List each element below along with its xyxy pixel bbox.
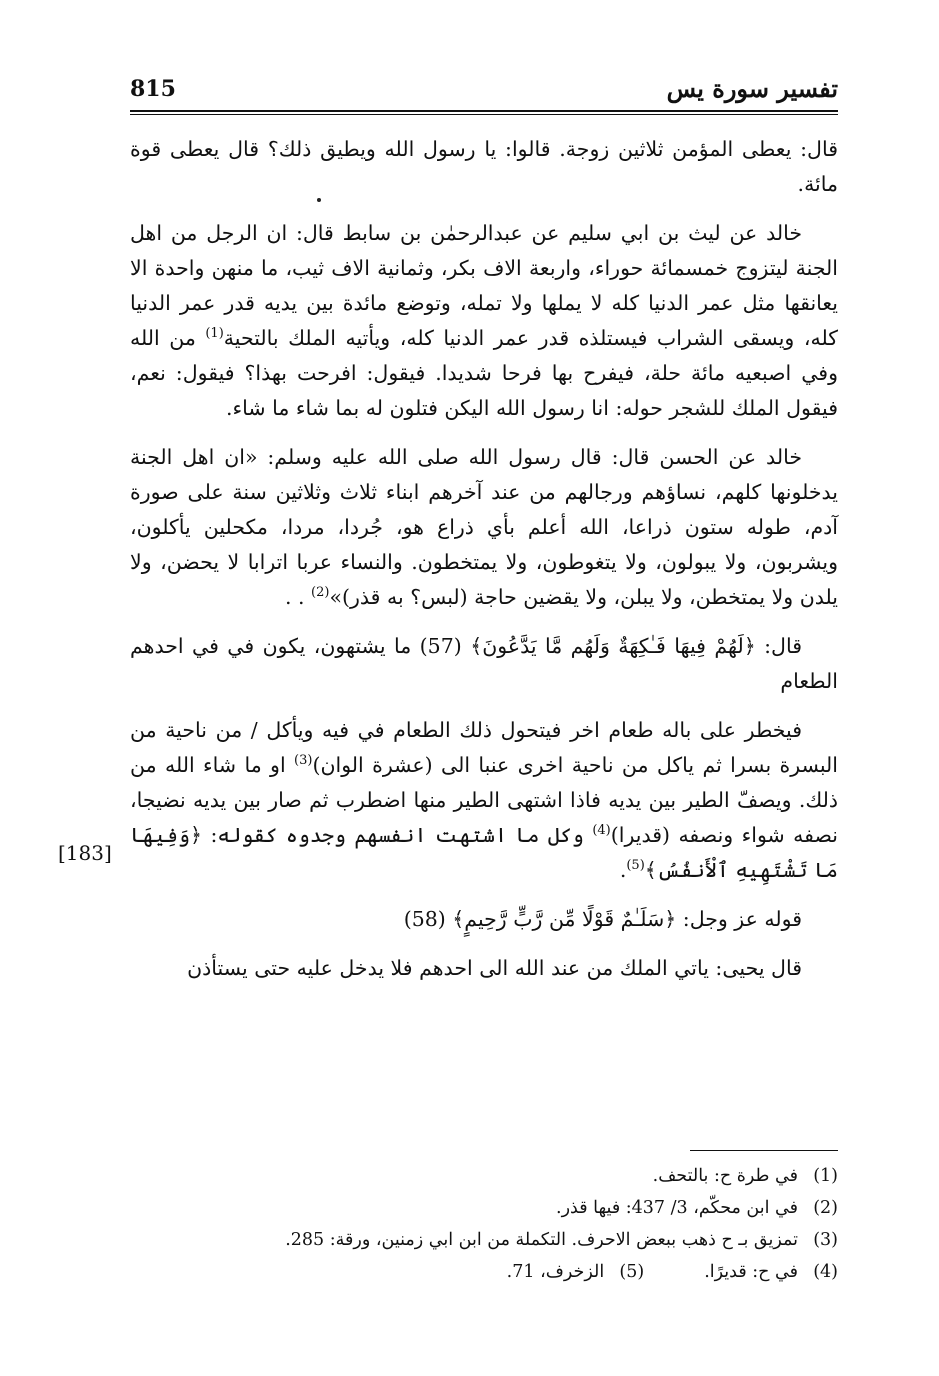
footnote-text: في ح: قديرًا.: [704, 1262, 798, 1282]
footnote-2: [130, 1192, 838, 1224]
paragraph-text: من الله وفي اصبعيه مائة حلة، فيفرح بها فرحا شديدا. فيقول: افرحت بهذا؟ فيقول: نعم، فيقول الملك للشجر حوله: انا رسول الله اليكن فتلون له بما شاء ما شاء.: [130, 326, 838, 420]
paragraph-text: (58): [403, 907, 453, 931]
paragraph-2: [130, 216, 838, 426]
paragraph-7: [130, 951, 838, 986]
quran-verse-58: ﴿سَلَـٰمٌ قَوْلًا مِّن رَّبٍّ رَّحِيمٍ﴾: [452, 907, 677, 931]
footnote-number: (2): [813, 1198, 838, 1218]
footnote-ref-3[interactable]: (3): [294, 753, 313, 769]
footnote-3: [130, 1224, 838, 1256]
footnote-rule: [690, 1150, 838, 1151]
paragraph-text: (57) ما يشتهون، يكون في في احدهم الطعام: [130, 634, 838, 693]
footnote-text: في طرة ح: بالتحف.: [652, 1166, 798, 1186]
body-text: [130, 132, 838, 1000]
page-number: 815: [130, 76, 176, 102]
paragraph-text: وكل ما اشتهت انفسهم وجدوه كقوله:: [202, 823, 593, 847]
paragraph-4: [130, 629, 838, 699]
footnote-1: [130, 1160, 838, 1192]
paragraph-1: [130, 132, 838, 202]
footnote-text: تمزيق بـ ح ذهب ببعض الاحرف. التكملة من ابن ابي زمنين، ورقة: 285.: [285, 1230, 798, 1250]
footnote-ref-5[interactable]: (5): [626, 858, 645, 874]
paragraph-text: خالد عن ليث بن ابي سليم عن عبدالرحمٰن بن سابط قال: ان الرجل من اهل الجنة ليتزوج خمسمائة حوراء، واربعة الاف بكر، وثمانية الاف ثيب، ما منهن واحدة الا يعانقها مثل عمر الدنيا كله لا يملها ولا تمله، وتوضع مائدة بين يديه قدر عمر الدنيا كله، ويسقى الشراب فيستلذه قدر عمر الدنيا كله، ويأتيه الملك بالتحية: [130, 221, 838, 350]
quran-verse-57: ﴿لَهُمْ فِيهَا فَـٰكِهَةٌ وَلَهُم مَّا يَدَّعُونَ﴾: [470, 634, 756, 658]
paragraph-text: فيخطر على باله طعام اخر فيتحول ذلك الطعام في فيه ويأكل / من ناحية من البسرة بسرا ثم ياكل من ناحية اخرى عنبا الى (عشرة الوان): [130, 718, 838, 777]
paragraph-5: [130, 713, 838, 888]
paragraph-text: او ما شاء الله من ذلك. ويصفّ الطير بين يديه فاذا اشتهى الطير منها اضطرب ثم صار بين يديه نضيجا، نصفه شواء ونصفه (قديرا): [130, 753, 838, 847]
paragraph-text: . .: [284, 585, 312, 609]
header-rule-thin: [130, 114, 838, 115]
footnote-4: [130, 1256, 838, 1288]
footnote-number: (5): [619, 1262, 645, 1282]
footnote-ref-4[interactable]: (4): [592, 823, 611, 839]
footnote-ref-1[interactable]: (1): [205, 326, 224, 342]
footnote-text: الزخرف، 71.: [506, 1262, 605, 1282]
quran-verse-zukhruf: ﴿وَفِيهَا مَا تَشْتَهِيهِ ٱلْأَنفُسُ﴾: [130, 823, 838, 882]
paragraph-text: قال:: [755, 634, 802, 658]
running-header: [130, 70, 838, 104]
paragraph-text: .: [619, 858, 627, 882]
footnote-number: (4): [813, 1262, 838, 1282]
manuscript-folio-ref: [183]: [58, 841, 112, 865]
paragraph-text: قوله عز وجل:: [676, 907, 802, 931]
paragraph-text: قال يحيى: ياتي الملك من عند الله الى احدهم فلا يدخل عليه حتى يستأذن: [187, 956, 802, 980]
header-title: تفسير سورة يس: [666, 74, 838, 103]
footnote-number: (3): [813, 1230, 838, 1250]
paragraph-text: قال: يعطى المؤمن ثلاثين زوجة. قالوا: يا رسول الله ويطيق ذلك؟ قال يعطى قوة مائة.: [130, 137, 838, 196]
footnote-number: (1): [813, 1166, 838, 1186]
footnote-ref-2[interactable]: (2): [311, 585, 330, 601]
paragraph-text: خالد عن الحسن قال: قال رسول الله صلى الله عليه وسلم: «ان اهل الجنة يدخلونها كلهم، نساؤهم ورجالهم من عند آخرهم ابناء ثلاث وثلاثين سنة على صورة آدم، طوله ستون ذراعا، الله أعلم بأي ذراع هو، جُردا، مردا، مكحلين يأكلون، ويشربون، ولا يبولون، ولا يتغوطون، ولا يمتخطون. والنساء عربا اترابا لا يحضن، ولا يلدن ولا يمتخطن، ولا يبلن، ولا يقضين حاجة (لبس؟ به قذر)»: [130, 445, 838, 609]
footnote-text: في ابن محكّم، 3/ 437: فيها قذر.: [556, 1198, 798, 1218]
paragraph-3: [130, 440, 838, 615]
paragraph-6: [130, 902, 838, 937]
header-rule: [130, 110, 838, 112]
footnotes: [130, 1160, 838, 1288]
